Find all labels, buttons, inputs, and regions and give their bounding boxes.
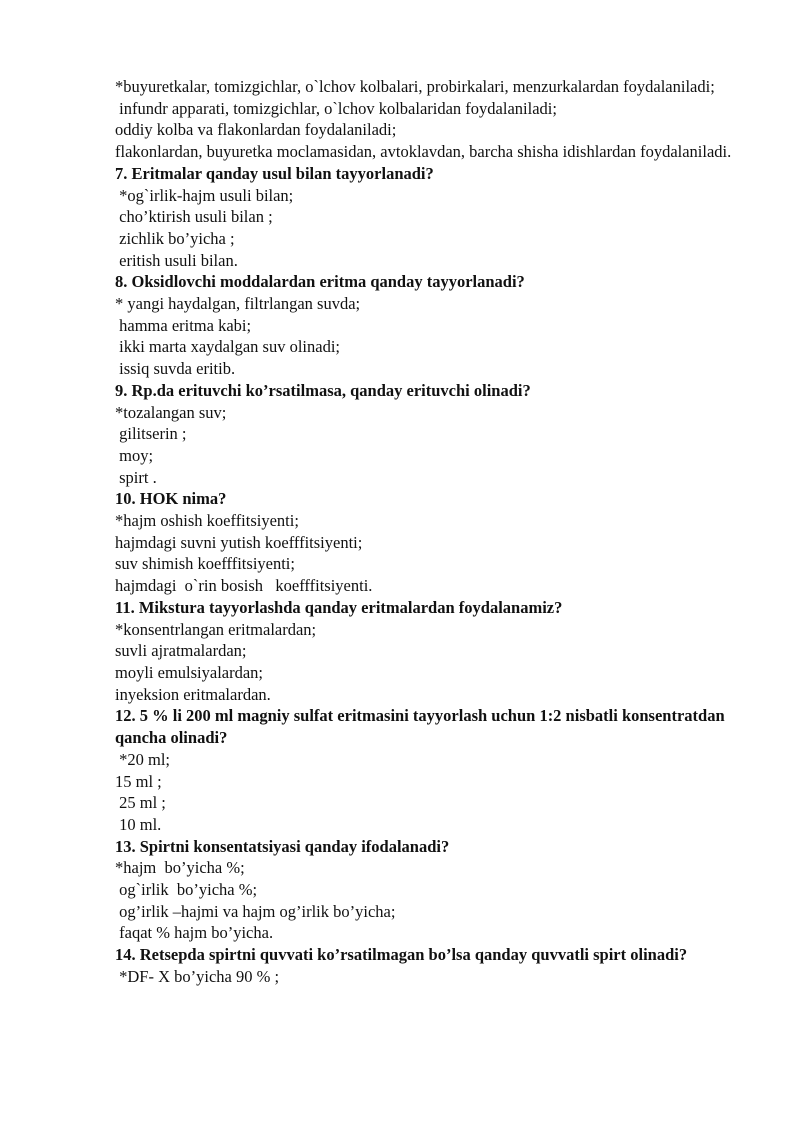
intro-option: infundr apparati, tomizgichlar, o`lchov kolbalaridan foydalaniladi; — [115, 98, 557, 118]
question-11: 11. Mikstura tayyorlashda qanday eritmalardan foydalanamiz? — [115, 597, 563, 617]
answer-option: moy; — [115, 445, 154, 465]
question-9: 9. Rp.da erituvchi ko’rsatilmasa, qanday erituvchi olinadi? — [115, 380, 531, 400]
answer-option: 25 ml ; — [115, 793, 166, 813]
answer-option: suv shimish koefffitsiyenti; — [115, 554, 295, 574]
answer-option: issiq suvda eritib. — [115, 359, 236, 379]
question-10: 10. HOK nima? — [115, 489, 227, 509]
answer-option: *hajm oshish koeffitsiyenti; — [115, 511, 299, 531]
answer-option: hajmdagi suvni yutish koefffitsiyenti; — [115, 532, 363, 552]
answer-option: *og`irlik-hajm usuli bilan; — [115, 185, 294, 205]
answer-option: *20 ml; — [115, 749, 171, 769]
answer-option: moyli emulsiyalardan; — [115, 662, 264, 682]
answer-option: *hajm bo’yicha %; — [115, 858, 245, 878]
answer-option: 10 ml. — [115, 814, 162, 834]
answer-option: * yangi haydalgan, filtrlangan suvda; — [115, 294, 361, 314]
document-page — [115, 76, 745, 988]
intro-option: flakonlardan, buyuretka moclamasidan, avtoklavdan, barcha shisha idishlardan foydalaniladi. — [115, 142, 732, 162]
question-8: 8. Oksidlovchi moddalardan eritma qanday tayyorlanadi? — [115, 272, 525, 292]
answer-option: 15 ml ; — [115, 771, 162, 791]
intro-option: *buyuretkalar, tomizgichlar, o`lchov kolbalari, probirkalari, menzurkalardan foydalaniladi; — [115, 77, 715, 96]
answer-option: faqat % hajm bo’yicha. — [115, 923, 274, 943]
answer-option: cho’ktirish usuli bilan ; — [115, 207, 273, 227]
answer-option: ikki marta xaydalgan suv olinadi; — [115, 337, 340, 357]
answer-option: *tozalangan suv; — [115, 402, 227, 422]
answer-option: og’irlik –hajmi va hajm og’irlik bo’yicha; — [115, 901, 396, 921]
answer-option: *konsentrlangan eritmalardan; — [115, 619, 317, 639]
answer-option: hamma eritma kabi; — [115, 315, 252, 335]
answer-option: inyeksion eritmalardan. — [115, 684, 271, 704]
answer-option: zichlik bo’yicha ; — [115, 228, 235, 248]
question-13: 13. Spirtni konsentatsiyasi qanday ifodalanadi? — [115, 836, 450, 856]
answer-option: *DF- X bo’yicha 90 % ; — [115, 966, 280, 986]
intro-option: oddiy kolba va flakonlardan foydalaniladi; — [115, 120, 397, 140]
answer-option: eritish usuli bilan. — [115, 250, 238, 270]
answer-option: suvli ajratmalardan; — [115, 641, 247, 661]
answer-option: hajmdagi o`rin bosish koefffitsiyenti. — [115, 576, 373, 596]
question-12: 12. 5 % li 200 ml magniy sulfat eritmasini tayyorlash uchun 1:2 nisbatli konsentratdan qancha olinadi? — [115, 706, 725, 748]
answer-option: gilitserin ; — [115, 424, 187, 444]
answer-option: spirt . — [115, 467, 157, 487]
answer-option: og`irlik bo’yicha %; — [115, 880, 258, 900]
question-14: 14. Retsepda spirtni quvvati ko’rsatilmagan bo’lsa qanday quvvatli spirt olinadi? — [115, 945, 688, 965]
question-7: 7. Eritmalar qanday usul bilan tayyorlanadi? — [115, 163, 434, 183]
